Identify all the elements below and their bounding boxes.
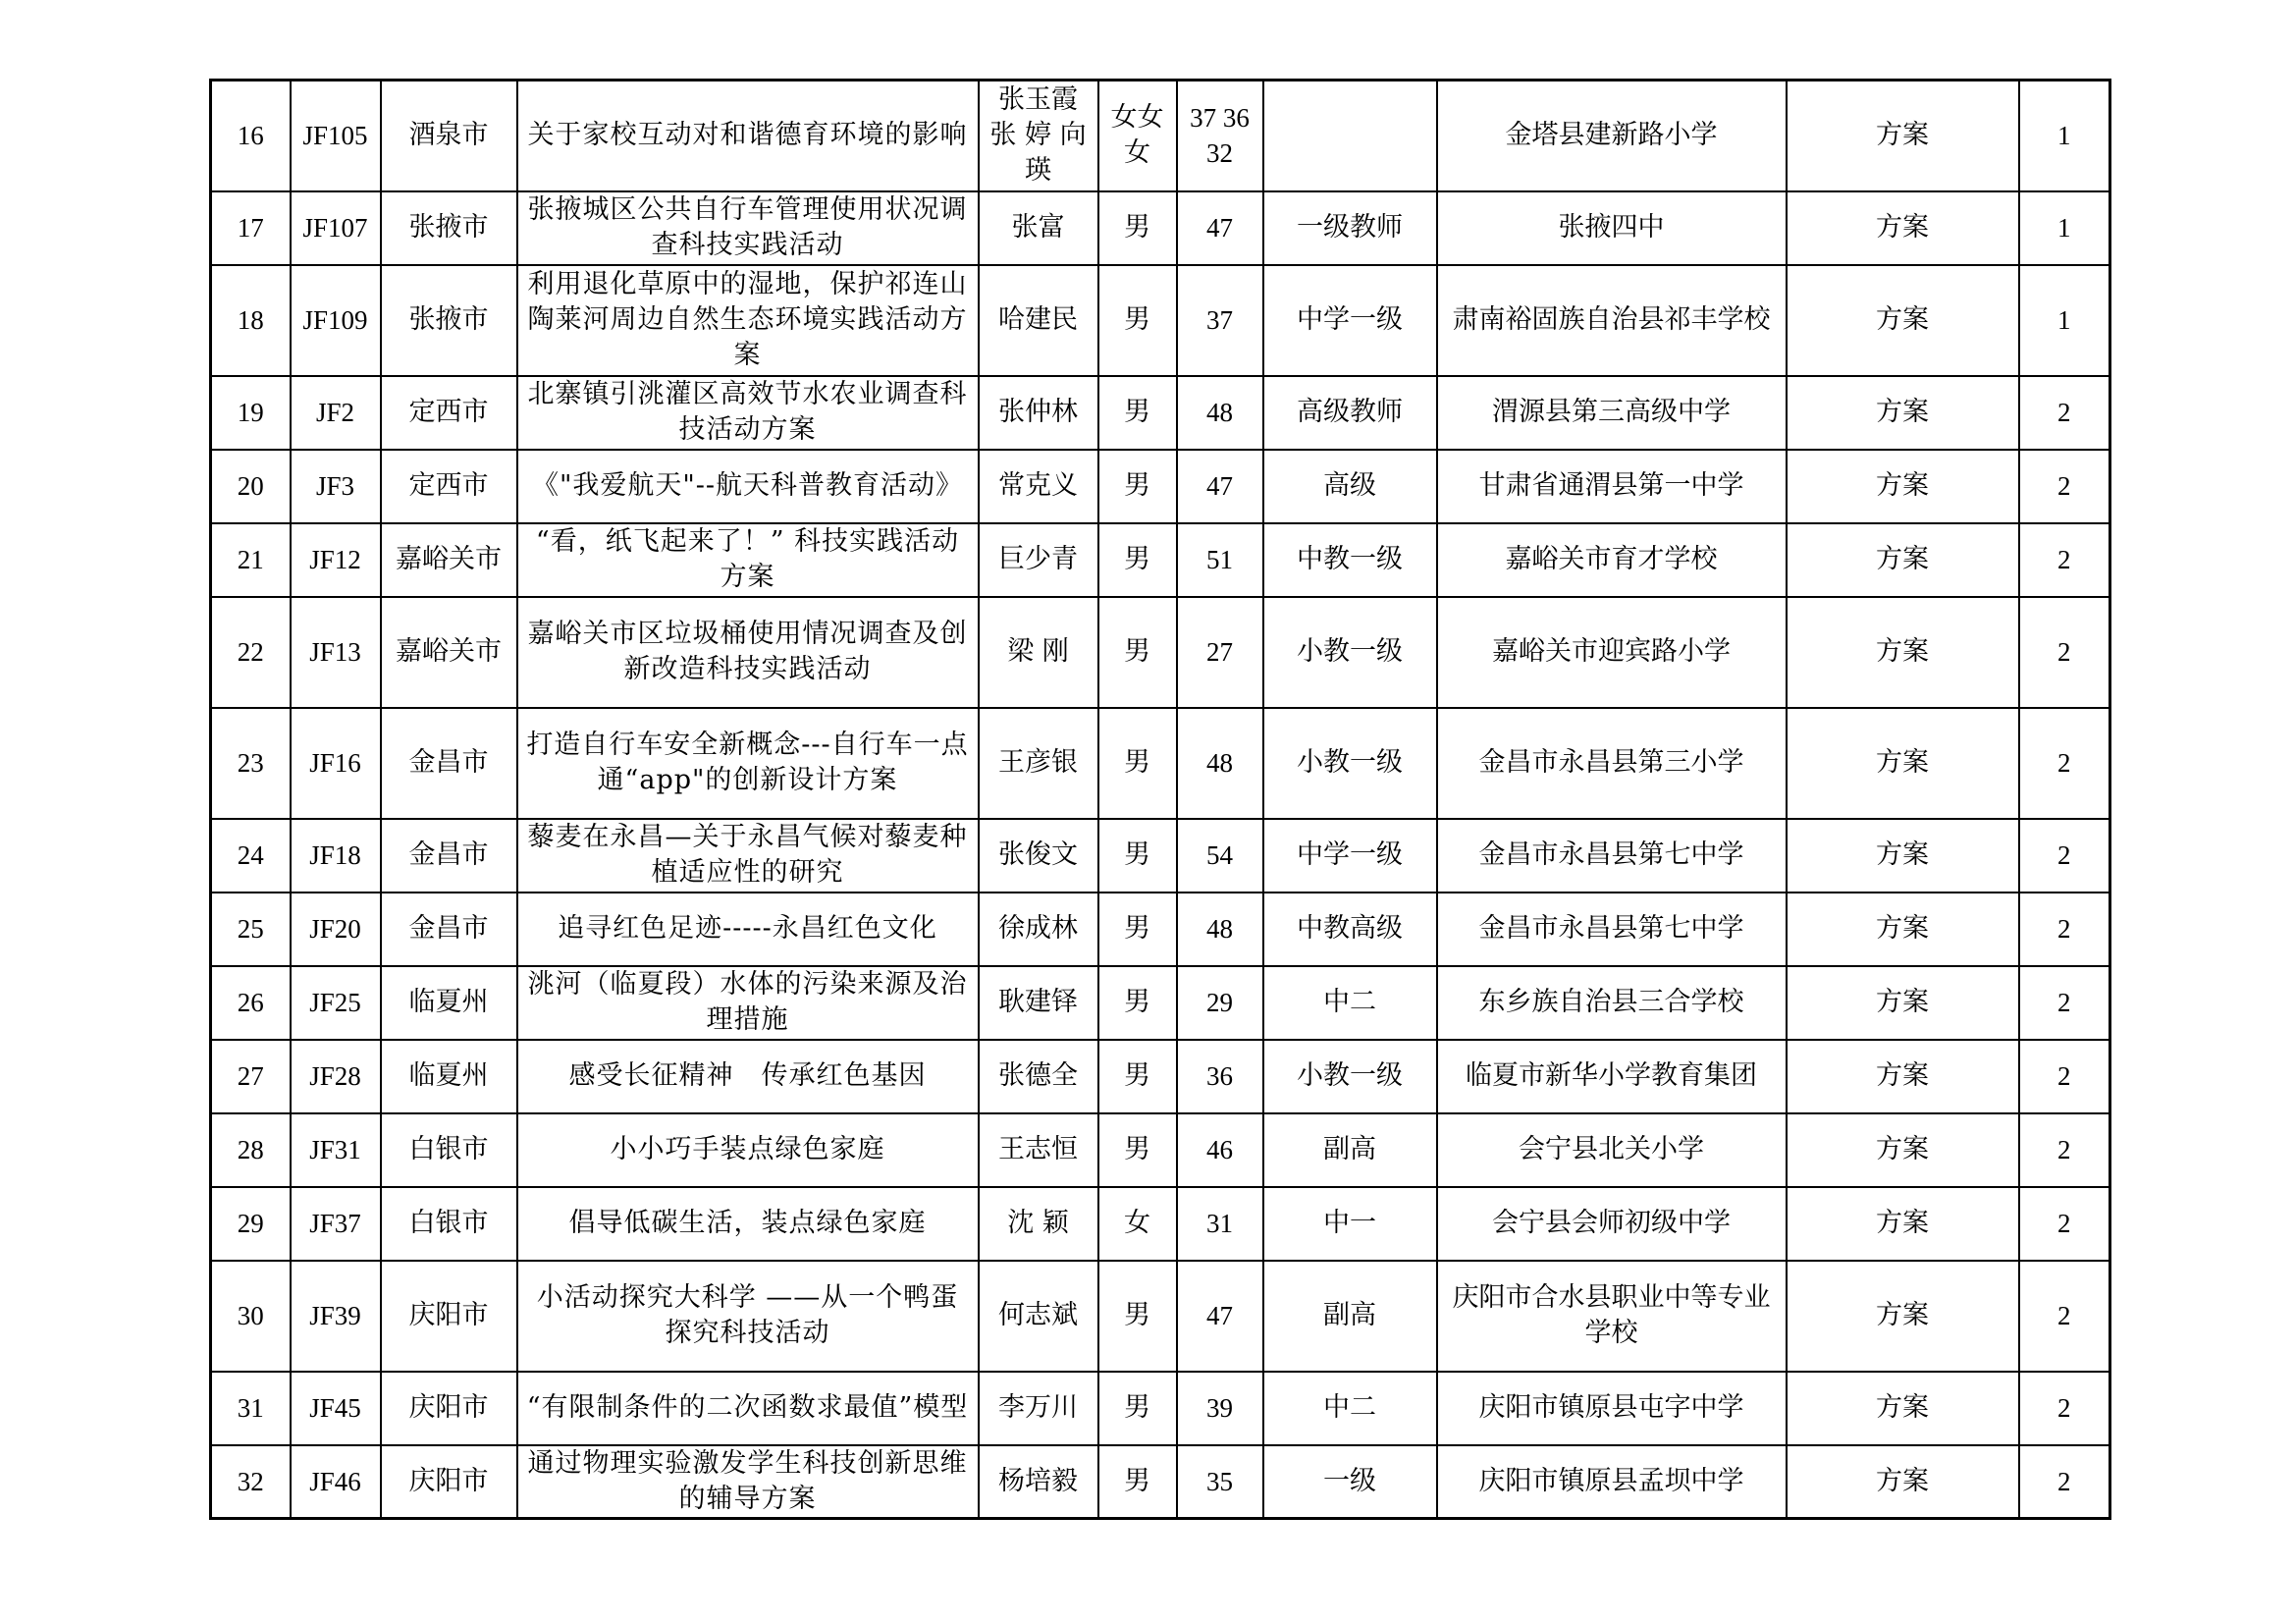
region-name-cell: 临夏州 bbox=[381, 1040, 517, 1113]
author-name-cell: 李万川 bbox=[979, 1372, 1098, 1445]
entry-type-cell: 方案 bbox=[1787, 1187, 2019, 1261]
region-name-cell: 定西市 bbox=[381, 450, 517, 523]
project-code-cell: JF46 bbox=[291, 1445, 381, 1519]
teacher-rank-cell: 中一 bbox=[1263, 1187, 1437, 1261]
region-name-cell: 张掖市 bbox=[381, 191, 517, 265]
award-level-cell: 2 bbox=[2019, 523, 2110, 597]
table-row bbox=[211, 450, 2110, 523]
award-level-cell: 2 bbox=[2019, 597, 2110, 708]
table-row bbox=[211, 265, 2110, 376]
table-row bbox=[211, 819, 2110, 893]
project-code-cell: JF105 bbox=[291, 81, 381, 191]
row-number-cell: 30 bbox=[211, 1261, 291, 1372]
age-cell: 54 bbox=[1177, 819, 1263, 893]
school-name-cell: 金塔县建新路小学 bbox=[1437, 81, 1787, 191]
project-title-cell: 《"我爱航天"--航天科普教育活动》 bbox=[517, 450, 979, 523]
entry-type-cell: 方案 bbox=[1787, 1372, 2019, 1445]
table-row bbox=[211, 597, 2110, 708]
award-level-cell: 2 bbox=[2019, 893, 2110, 966]
row-number-cell: 20 bbox=[211, 450, 291, 523]
table-row bbox=[211, 376, 2110, 450]
age-cell: 48 bbox=[1177, 376, 1263, 450]
teacher-rank-cell: 一级 bbox=[1263, 1445, 1437, 1519]
project-code-cell: JF18 bbox=[291, 819, 381, 893]
teacher-rank-cell: 高级 bbox=[1263, 450, 1437, 523]
entry-type-cell: 方案 bbox=[1787, 966, 2019, 1040]
table-body bbox=[211, 81, 2110, 1519]
row-number-cell: 26 bbox=[211, 966, 291, 1040]
gender-cell: 男 bbox=[1098, 191, 1177, 265]
project-code-cell: JF13 bbox=[291, 597, 381, 708]
region-name-cell: 金昌市 bbox=[381, 708, 517, 819]
table-row bbox=[211, 966, 2110, 1040]
teacher-rank-cell: 中学一级 bbox=[1263, 819, 1437, 893]
project-code-cell: JF37 bbox=[291, 1187, 381, 1261]
row-number-cell: 22 bbox=[211, 597, 291, 708]
table-row bbox=[211, 1372, 2110, 1445]
entry-type-cell: 方案 bbox=[1787, 81, 2019, 191]
project-code-cell: JF28 bbox=[291, 1040, 381, 1113]
table-row bbox=[211, 1040, 2110, 1113]
table-row bbox=[211, 708, 2110, 819]
project-title-cell: 嘉峪关市区垃圾桶使用情况调查及创新改造科技实践活动 bbox=[517, 597, 979, 708]
project-code-cell: JF39 bbox=[291, 1261, 381, 1372]
award-level-cell: 2 bbox=[2019, 1261, 2110, 1372]
project-title-cell: 小小巧手装点绿色家庭 bbox=[517, 1113, 979, 1187]
entry-type-cell: 方案 bbox=[1787, 1113, 2019, 1187]
project-title-cell: “看，纸飞起来了！” 科技实践活动方案 bbox=[517, 523, 979, 597]
school-name-cell: 庆阳市合水县职业中等专业学校 bbox=[1437, 1261, 1787, 1372]
entry-type-cell: 方案 bbox=[1787, 265, 2019, 376]
entry-type-cell: 方案 bbox=[1787, 1040, 2019, 1113]
region-name-cell: 白银市 bbox=[381, 1113, 517, 1187]
age-cell: 46 bbox=[1177, 1113, 1263, 1187]
table-row bbox=[211, 1113, 2110, 1187]
school-name-cell: 金昌市永昌县第七中学 bbox=[1437, 893, 1787, 966]
school-name-cell: 庆阳市镇原县孟坝中学 bbox=[1437, 1445, 1787, 1519]
age-cell: 37 36 32 bbox=[1177, 81, 1263, 191]
award-level-cell: 2 bbox=[2019, 450, 2110, 523]
entry-type-cell: 方案 bbox=[1787, 1261, 2019, 1372]
age-cell: 47 bbox=[1177, 1261, 1263, 1372]
age-cell: 29 bbox=[1177, 966, 1263, 1040]
school-name-cell: 金昌市永昌县第三小学 bbox=[1437, 708, 1787, 819]
row-number-cell: 31 bbox=[211, 1372, 291, 1445]
gender-cell: 男 bbox=[1098, 376, 1177, 450]
region-name-cell: 嘉峪关市 bbox=[381, 597, 517, 708]
school-name-cell: 嘉峪关市育才学校 bbox=[1437, 523, 1787, 597]
award-level-cell: 2 bbox=[2019, 819, 2110, 893]
award-level-cell: 1 bbox=[2019, 265, 2110, 376]
age-cell: 39 bbox=[1177, 1372, 1263, 1445]
age-cell: 47 bbox=[1177, 191, 1263, 265]
region-name-cell: 庆阳市 bbox=[381, 1261, 517, 1372]
project-title-cell: 关于家校互动对和谐德育环境的影响 bbox=[517, 81, 979, 191]
school-name-cell: 金昌市永昌县第七中学 bbox=[1437, 819, 1787, 893]
project-title-cell: 倡导低碳生活，装点绿色家庭 bbox=[517, 1187, 979, 1261]
school-name-cell: 东乡族自治县三合学校 bbox=[1437, 966, 1787, 1040]
gender-cell: 男 bbox=[1098, 1113, 1177, 1187]
teacher-rank-cell: 中教一级 bbox=[1263, 523, 1437, 597]
table-row bbox=[211, 893, 2110, 966]
teacher-rank-cell: 中二 bbox=[1263, 966, 1437, 1040]
row-number-cell: 19 bbox=[211, 376, 291, 450]
teacher-rank-cell bbox=[1263, 81, 1437, 191]
school-name-cell: 张掖四中 bbox=[1437, 191, 1787, 265]
project-code-cell: JF107 bbox=[291, 191, 381, 265]
results-table bbox=[209, 79, 2111, 1520]
row-number-cell: 28 bbox=[211, 1113, 291, 1187]
table-row bbox=[211, 1445, 2110, 1519]
entry-type-cell: 方案 bbox=[1787, 597, 2019, 708]
row-number-cell: 27 bbox=[211, 1040, 291, 1113]
row-number-cell: 17 bbox=[211, 191, 291, 265]
project-code-cell: JF25 bbox=[291, 966, 381, 1040]
table-row bbox=[211, 81, 2110, 191]
project-code-cell: JF16 bbox=[291, 708, 381, 819]
region-name-cell: 张掖市 bbox=[381, 265, 517, 376]
gender-cell: 男 bbox=[1098, 1372, 1177, 1445]
school-name-cell: 渭源县第三高级中学 bbox=[1437, 376, 1787, 450]
entry-type-cell: 方案 bbox=[1787, 523, 2019, 597]
project-title-cell: 打造自行车安全新概念---自行车一点通“app"的创新设计方案 bbox=[517, 708, 979, 819]
region-name-cell: 临夏州 bbox=[381, 966, 517, 1040]
author-name-cell: 巨少青 bbox=[979, 523, 1098, 597]
region-name-cell: 金昌市 bbox=[381, 819, 517, 893]
gender-cell: 女 bbox=[1098, 1187, 1177, 1261]
age-cell: 31 bbox=[1177, 1187, 1263, 1261]
age-cell: 48 bbox=[1177, 708, 1263, 819]
table-row bbox=[211, 523, 2110, 597]
teacher-rank-cell: 一级教师 bbox=[1263, 191, 1437, 265]
teacher-rank-cell: 副高 bbox=[1263, 1261, 1437, 1372]
project-title-cell: 追寻红色足迹-----永昌红色文化 bbox=[517, 893, 979, 966]
entry-type-cell: 方案 bbox=[1787, 191, 2019, 265]
author-name-cell: 张富 bbox=[979, 191, 1098, 265]
gender-cell: 男 bbox=[1098, 819, 1177, 893]
author-name-cell: 常克义 bbox=[979, 450, 1098, 523]
table-row bbox=[211, 1261, 2110, 1372]
gender-cell: 男 bbox=[1098, 966, 1177, 1040]
author-name-cell: 何志斌 bbox=[979, 1261, 1098, 1372]
age-cell: 36 bbox=[1177, 1040, 1263, 1113]
region-name-cell: 嘉峪关市 bbox=[381, 523, 517, 597]
project-title-cell: “有限制条件的二次函数求最值”模型 bbox=[517, 1372, 979, 1445]
project-code-cell: JF31 bbox=[291, 1113, 381, 1187]
award-level-cell: 2 bbox=[2019, 1113, 2110, 1187]
project-title-cell: 通过物理实验激发学生科技创新思维的辅导方案 bbox=[517, 1445, 979, 1519]
author-name-cell: 张德全 bbox=[979, 1040, 1098, 1113]
region-name-cell: 庆阳市 bbox=[381, 1372, 517, 1445]
project-code-cell: JF3 bbox=[291, 450, 381, 523]
award-level-cell: 2 bbox=[2019, 1372, 2110, 1445]
row-number-cell: 23 bbox=[211, 708, 291, 819]
region-name-cell: 庆阳市 bbox=[381, 1445, 517, 1519]
teacher-rank-cell: 中教高级 bbox=[1263, 893, 1437, 966]
region-name-cell: 定西市 bbox=[381, 376, 517, 450]
gender-cell: 女女女 bbox=[1098, 81, 1177, 191]
row-number-cell: 29 bbox=[211, 1187, 291, 1261]
author-name-cell: 张俊文 bbox=[979, 819, 1098, 893]
teacher-rank-cell: 小教一级 bbox=[1263, 597, 1437, 708]
award-level-cell: 2 bbox=[2019, 1445, 2110, 1519]
project-title-cell: 北寨镇引洮灌区高效节水农业调查科技活动方案 bbox=[517, 376, 979, 450]
age-cell: 47 bbox=[1177, 450, 1263, 523]
row-number-cell: 32 bbox=[211, 1445, 291, 1519]
author-name-cell: 耿建铎 bbox=[979, 966, 1098, 1040]
age-cell: 48 bbox=[1177, 893, 1263, 966]
age-cell: 27 bbox=[1177, 597, 1263, 708]
school-name-cell: 肃南裕固族自治县祁丰学校 bbox=[1437, 265, 1787, 376]
entry-type-cell: 方案 bbox=[1787, 376, 2019, 450]
age-cell: 51 bbox=[1177, 523, 1263, 597]
author-name-cell: 张仲林 bbox=[979, 376, 1098, 450]
project-title-cell: 感受长征精神 传承红色基因 bbox=[517, 1040, 979, 1113]
teacher-rank-cell: 中二 bbox=[1263, 1372, 1437, 1445]
teacher-rank-cell: 中学一级 bbox=[1263, 265, 1437, 376]
author-name-cell: 张玉霞 张 婷 向 瑛 bbox=[979, 81, 1098, 191]
age-cell: 35 bbox=[1177, 1445, 1263, 1519]
row-number-cell: 24 bbox=[211, 819, 291, 893]
project-title-cell: 利用退化草原中的湿地，保护祁连山陶莱河周边自然生态环境实践活动方案 bbox=[517, 265, 979, 376]
entry-type-cell: 方案 bbox=[1787, 819, 2019, 893]
project-code-cell: JF109 bbox=[291, 265, 381, 376]
author-name-cell: 沈 颖 bbox=[979, 1187, 1098, 1261]
award-level-cell: 2 bbox=[2019, 1187, 2110, 1261]
award-level-cell: 2 bbox=[2019, 966, 2110, 1040]
school-name-cell: 嘉峪关市迎宾路小学 bbox=[1437, 597, 1787, 708]
school-name-cell: 会宁县会师初级中学 bbox=[1437, 1187, 1787, 1261]
region-name-cell: 金昌市 bbox=[381, 893, 517, 966]
teacher-rank-cell: 副高 bbox=[1263, 1113, 1437, 1187]
region-name-cell: 酒泉市 bbox=[381, 81, 517, 191]
school-name-cell: 庆阳市镇原县屯字中学 bbox=[1437, 1372, 1787, 1445]
author-name-cell: 徐成林 bbox=[979, 893, 1098, 966]
gender-cell: 男 bbox=[1098, 708, 1177, 819]
award-level-cell: 1 bbox=[2019, 191, 2110, 265]
row-number-cell: 25 bbox=[211, 893, 291, 966]
gender-cell: 男 bbox=[1098, 597, 1177, 708]
gender-cell: 男 bbox=[1098, 523, 1177, 597]
row-number-cell: 21 bbox=[211, 523, 291, 597]
row-number-cell: 16 bbox=[211, 81, 291, 191]
award-level-cell: 1 bbox=[2019, 81, 2110, 191]
project-title-cell: 小活动探究大科学 ——从一个鸭蛋探究科技活动 bbox=[517, 1261, 979, 1372]
row-number-cell: 18 bbox=[211, 265, 291, 376]
teacher-rank-cell: 高级教师 bbox=[1263, 376, 1437, 450]
award-level-cell: 2 bbox=[2019, 1040, 2110, 1113]
gender-cell: 男 bbox=[1098, 1040, 1177, 1113]
table-row bbox=[211, 1187, 2110, 1261]
entry-type-cell: 方案 bbox=[1787, 1445, 2019, 1519]
project-code-cell: JF12 bbox=[291, 523, 381, 597]
author-name-cell: 杨培毅 bbox=[979, 1445, 1098, 1519]
gender-cell: 男 bbox=[1098, 1445, 1177, 1519]
school-name-cell: 临夏市新华小学教育集团 bbox=[1437, 1040, 1787, 1113]
teacher-rank-cell: 小教一级 bbox=[1263, 1040, 1437, 1113]
project-code-cell: JF20 bbox=[291, 893, 381, 966]
gender-cell: 男 bbox=[1098, 893, 1177, 966]
author-name-cell: 梁 刚 bbox=[979, 597, 1098, 708]
project-code-cell: JF45 bbox=[291, 1372, 381, 1445]
author-name-cell: 王彦银 bbox=[979, 708, 1098, 819]
award-level-cell: 2 bbox=[2019, 376, 2110, 450]
project-title-cell: 张掖城区公共自行车管理使用状况调查科技实践活动 bbox=[517, 191, 979, 265]
age-cell: 37 bbox=[1177, 265, 1263, 376]
school-name-cell: 会宁县北关小学 bbox=[1437, 1113, 1787, 1187]
entry-type-cell: 方案 bbox=[1787, 893, 2019, 966]
gender-cell: 男 bbox=[1098, 450, 1177, 523]
entry-type-cell: 方案 bbox=[1787, 450, 2019, 523]
project-title-cell: 藜麦在永昌—关于永昌气候对藜麦种植适应性的研究 bbox=[517, 819, 979, 893]
teacher-rank-cell: 小教一级 bbox=[1263, 708, 1437, 819]
project-title-cell: 洮河（临夏段）水体的污染来源及治理措施 bbox=[517, 966, 979, 1040]
project-code-cell: JF2 bbox=[291, 376, 381, 450]
school-name-cell: 甘肃省通渭县第一中学 bbox=[1437, 450, 1787, 523]
region-name-cell: 白银市 bbox=[381, 1187, 517, 1261]
table-row bbox=[211, 191, 2110, 265]
gender-cell: 男 bbox=[1098, 1261, 1177, 1372]
author-name-cell: 哈建民 bbox=[979, 265, 1098, 376]
entry-type-cell: 方案 bbox=[1787, 708, 2019, 819]
author-name-cell: 王志恒 bbox=[979, 1113, 1098, 1187]
award-level-cell: 2 bbox=[2019, 708, 2110, 819]
gender-cell: 男 bbox=[1098, 265, 1177, 376]
